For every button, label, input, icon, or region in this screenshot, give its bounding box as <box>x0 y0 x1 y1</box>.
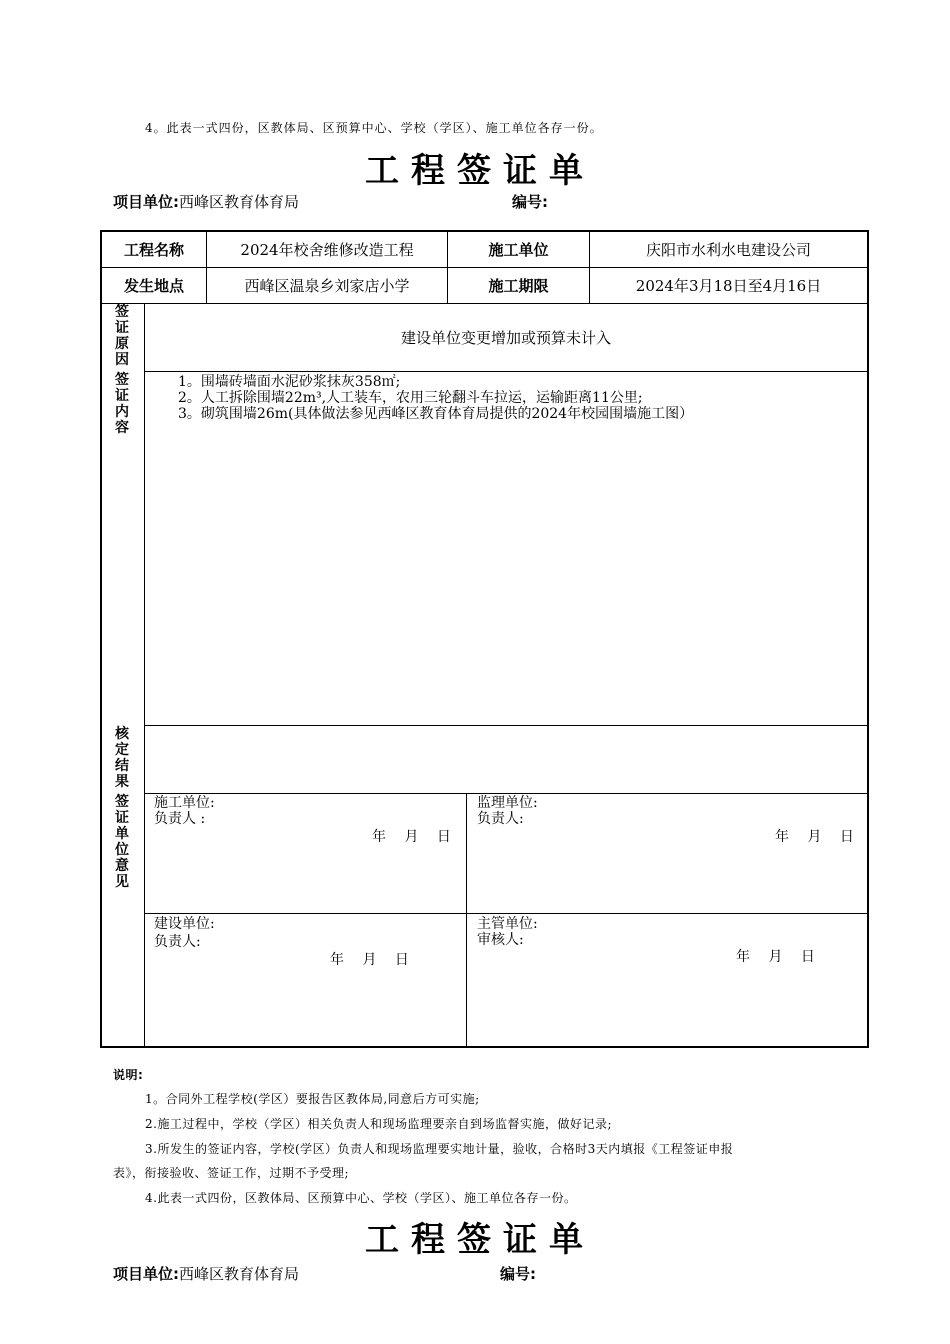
notes-heading: 说明: <box>113 1068 144 1082</box>
note-item: 表》，衔接验收、签证工作，过期不予受理; <box>113 1166 350 1180</box>
authority-sign-date: 年 月 日 <box>736 949 815 965</box>
top-note: 4。此表一式四份，区教体局、区预算中心、学校（学区）、施工单位各存一份。 <box>145 121 603 135</box>
note-item: 3.所发生的签证内容，学校(学区）负责人和现场监理要实地计量，验收，合格时3天内填报《工程签证申报 <box>145 1142 734 1156</box>
check-result-label: 核 定 结 果 <box>115 726 129 790</box>
supervisor-sign-date: 年 月 日 <box>775 829 854 845</box>
content-line: 1。围墙砖墙面水泥砂浆抹灰358㎡; <box>178 374 401 390</box>
project-name-value: 2024年校舍维修改造工程 <box>240 241 414 259</box>
form2-title: 工程签证单 <box>365 1220 595 1260</box>
owner-sign-person: 负责人: <box>154 934 201 950</box>
contractor-sign-person: 负责人 : <box>154 811 206 827</box>
project-unit-label: 项目单位: <box>113 193 179 211</box>
form-number <box>512 191 548 212</box>
location-value: 西峰区温泉乡刘家店小学 <box>244 277 410 295</box>
owner-sign-date: 年 月 日 <box>330 952 409 968</box>
contractor-sign-date: 年 月 日 <box>372 829 451 845</box>
contractor-label: 施工单位 <box>488 241 549 259</box>
note-item: 4.此表一式四份，区教体局、区预算中心、学校（学区）、施工单位各存一份。 <box>145 1191 577 1205</box>
supervisor-sign-unit: 监理单位: <box>477 795 538 811</box>
location-label: 发生地点 <box>123 277 184 295</box>
form2-project-unit <box>113 1263 299 1284</box>
form-title: 工程签证单 <box>365 151 595 191</box>
period-label: 施工期限 <box>488 277 549 295</box>
owner-sign-unit: 建设单位: <box>154 916 215 932</box>
opinion-label: 签 证 单 位 意 见 <box>115 794 129 890</box>
note-item: 2.施工过程中，学校（学区）相关负责人和现场监理要亲自到场监督实施，做好记录; <box>145 1117 612 1131</box>
project-unit-value: 西峰区教育体育局 <box>179 193 300 211</box>
supervisor-sign-person: 负责人: <box>477 811 524 827</box>
contractor-value: 庆阳市水利水电建设公司 <box>645 241 811 259</box>
authority-sign-unit: 主管单位: <box>477 916 538 932</box>
form-number-label: 编号: <box>512 193 548 211</box>
contractor-sign-unit: 施工单位: <box>154 795 215 811</box>
project-name-label: 工程名称 <box>123 241 184 259</box>
content-list <box>178 374 693 422</box>
form2-number <box>500 1263 536 1284</box>
content-line: 3。砌筑围墙26m(具体做法参见西峰区教育体育局提供的2024年校园围墙施工图） <box>178 406 694 422</box>
reason-label: 签 证 原 因 <box>115 304 129 368</box>
authority-sign-person: 审核人: <box>477 932 524 948</box>
visa-form-table <box>100 230 869 1048</box>
reason-value: 建设单位变更增加或预算未计入 <box>400 329 611 347</box>
form2-project-unit-label: 项目单位: <box>113 1265 179 1283</box>
content-line: 2。人工拆除围墙22m³,人工装车，农用三轮翻斗车拉运，运输距离11公里; <box>178 390 643 406</box>
content-label: 签 证 内 容 <box>115 372 129 436</box>
form2-number-label: 编号: <box>500 1265 536 1283</box>
note-item: 1。合同外工程学校(学区）要报告区教体局,同意后方可实施; <box>145 1092 480 1106</box>
form2-project-unit-value: 西峰区教育体育局 <box>179 1265 300 1283</box>
project-unit <box>113 191 299 212</box>
period-value: 2024年3月18日至4月16日 <box>635 277 822 295</box>
